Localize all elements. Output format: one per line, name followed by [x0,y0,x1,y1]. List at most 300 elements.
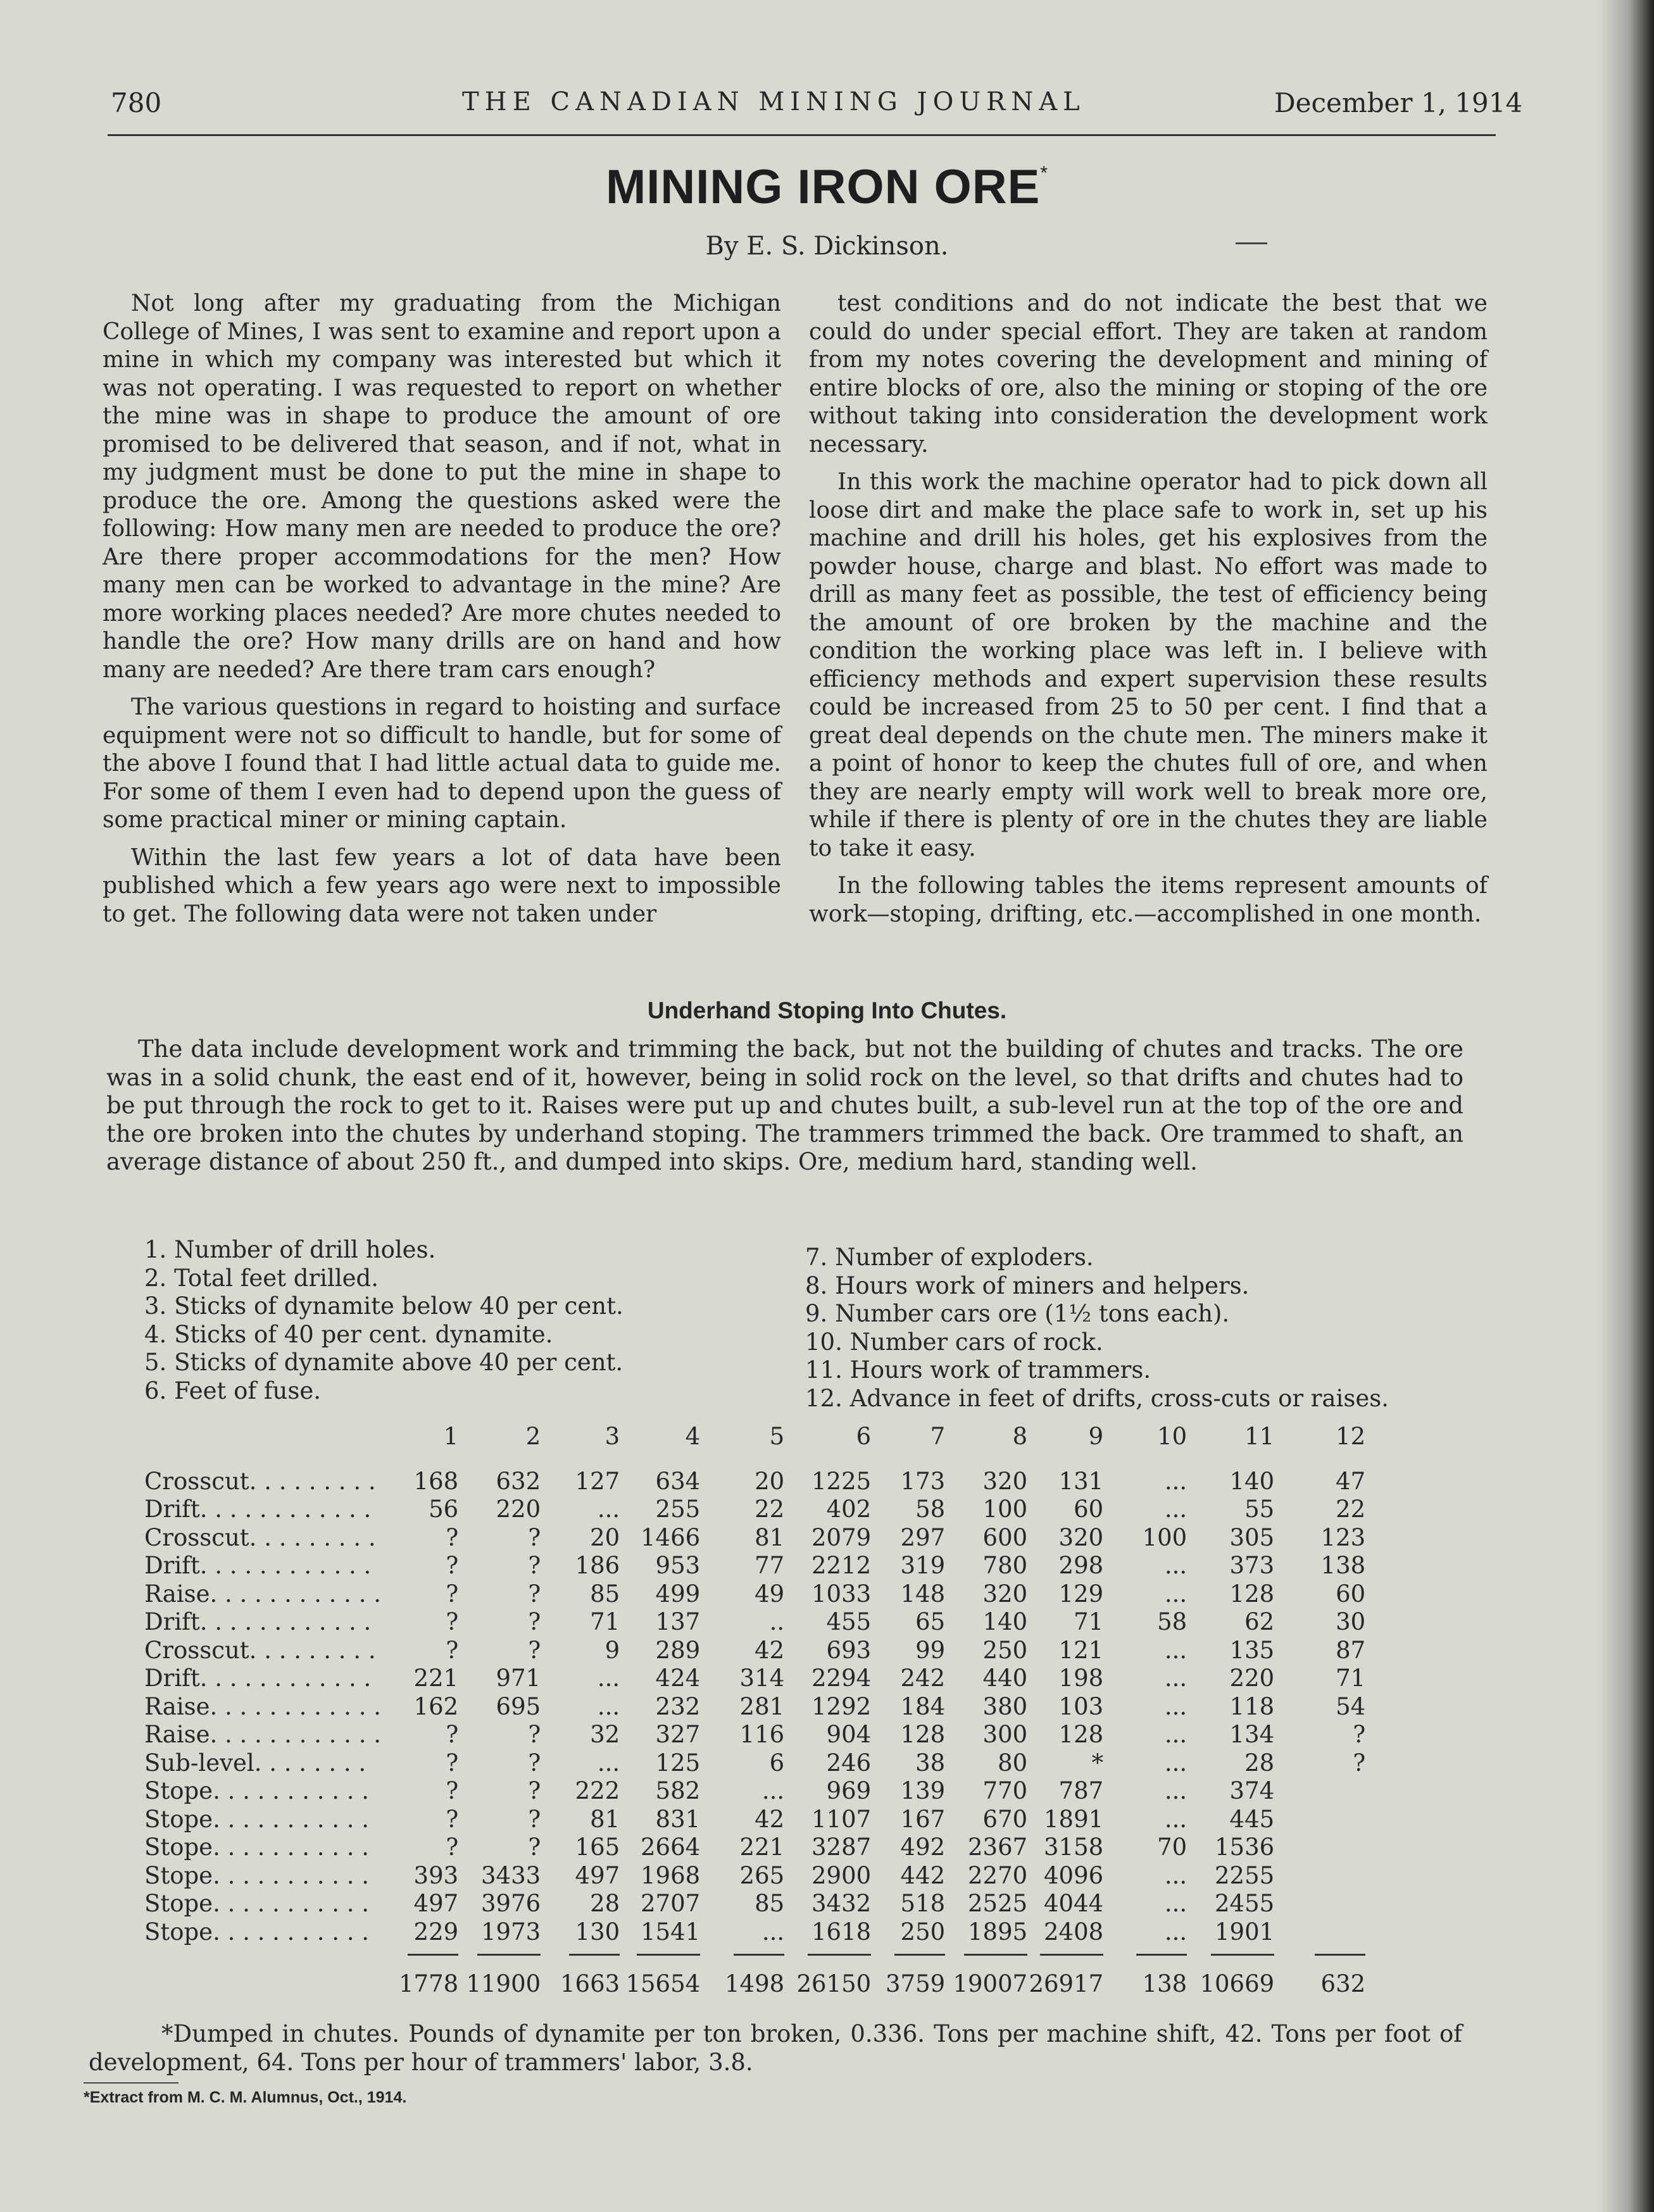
column-header: 6 [856,1423,872,1450]
table-row [144,1834,1365,1862]
table-cell: 298 [1058,1552,1104,1579]
table-cell: 297 [900,1523,946,1551]
column-header: 11 [1244,1423,1275,1450]
table-cell: 2900 [811,1861,872,1889]
column-header: 2 [525,1423,541,1450]
table-row [144,1580,1365,1609]
column-header: 1 [443,1423,459,1450]
issue-date: December 1, 1914 [1274,87,1523,118]
table-cell: .. [769,1608,785,1635]
footnote-rule [84,2082,179,2084]
table-cell: 70 [1157,1834,1187,1861]
title-footnote-mark: * [1040,163,1049,184]
table-cell: 85 [590,1580,620,1608]
table-cell: 3158 [1044,1834,1104,1861]
paragraph: Within the last few years a lot of data have been published which a few years ago were next to impossible to get. The following data were not taken under [103,844,781,927]
table-cell: 85 [755,1890,785,1917]
table-cell: ? [446,1580,459,1608]
table-cell: 2270 [968,1861,1028,1889]
table-cell: ... [597,1692,620,1720]
table-cell: 30 [1336,1608,1366,1635]
table-cell: 140 [1229,1467,1275,1495]
table-cell: 289 [655,1636,701,1664]
table-cell: 242 [900,1665,946,1692]
table-cell [1274,1834,1365,1862]
table-cell: 518 [900,1890,946,1917]
section-heading: Underhand Stoping Into Chutes. [647,997,1007,1023]
table-cell: 2408 [1044,1918,1104,1946]
table-cell: 137 [655,1608,701,1635]
table-cell: 3287 [811,1834,872,1861]
column-header: 5 [769,1423,785,1450]
row-label: Stope. . . . . . . . . . . [144,1777,370,1804]
total-cell: 19007 [945,1946,1027,1999]
table-cell: 100 [982,1496,1028,1523]
table-cell: 220 [1229,1665,1275,1692]
table-cell: 123 [1320,1523,1366,1551]
table-cell: 134 [1229,1721,1275,1748]
table-cell: ? [1353,1749,1366,1777]
table-cell: ? [446,1805,459,1833]
table-cell: 54 [1336,1692,1366,1720]
table-row [144,1608,1365,1637]
table-cell: 305 [1229,1523,1275,1551]
table-cell: 281 [739,1692,785,1720]
legend-item: 3. Sticks of dynamite below 40 per cent. [144,1292,623,1320]
table-cell: 1541 [641,1918,701,1946]
table-cell: 2255 [1215,1861,1275,1889]
table-cell: 4044 [1044,1890,1104,1917]
table-cell: 953 [655,1552,701,1579]
table-cell [1274,1806,1365,1834]
table-cell: 780 [982,1552,1028,1579]
page-binding-shadow [1597,0,1654,2212]
column-header: 4 [685,1423,701,1450]
table-cell: ? [446,1777,459,1804]
row-label: Raise. . . . . . . . . . . . [144,1721,381,1748]
table-cell: ? [528,1834,541,1861]
data-table [144,1423,1365,1999]
table-row [144,1693,1365,1721]
table-cell: 103 [1058,1692,1104,1720]
table-cell: ... [1164,1636,1187,1664]
article-title-text: MINING IRON ORE [605,160,1041,214]
table-cell: 22 [1336,1496,1366,1523]
table-cell: 373 [1229,1552,1275,1579]
table-cell: 250 [900,1918,946,1946]
table-cell: 121 [1058,1636,1104,1664]
table-cell: 173 [900,1467,946,1495]
table-cell: 221 [739,1834,785,1861]
table-cell: 128 [1229,1580,1275,1608]
table-cell: 62 [1244,1608,1275,1635]
total-cell: 632 [1274,1946,1365,1999]
total-cell: 15654 [620,1946,700,1999]
article-title [0,159,1654,215]
table-cell: 232 [655,1692,701,1720]
byline: By E. S. Dickinson. [705,232,949,261]
table-cell: ... [1164,1918,1187,1946]
table-cell: 3433 [481,1861,541,1889]
table-cell: 695 [496,1692,541,1720]
table-cell: 125 [655,1749,701,1777]
table-cell: 255 [655,1496,701,1523]
table-cell: 393 [413,1861,459,1889]
table-cell: 787 [1058,1777,1104,1804]
table-cell: 1895 [968,1918,1028,1946]
table-cell: ? [528,1805,541,1833]
table-cell: 250 [982,1636,1028,1664]
table-cell: 2367 [968,1834,1028,1861]
table-cell: 42 [755,1805,785,1833]
total-cell: 26917 [1027,1946,1103,1999]
table-cell: 131 [1058,1467,1104,1495]
totals-row [144,1946,1365,1999]
table-cell: 582 [655,1777,701,1804]
table-cell: ? [528,1721,541,1748]
row-label: Crosscut. . . . . . . . . [144,1467,376,1495]
paragraph: In this work the machine operator had to pick down all loose dirt and make the place safe to work in, set up his machine and drill his holes, get his explosives from the powder house, charge and blast. No effort was made to drill as many feet as possible, the test of efficiency being the amount of ore broken by the machine and the condition the working place was left in. I believe with efficiency methods and expert supervision these results could be increased from 25 to 50 per cent. I find that a great deal depends on the chute men. The miners make it a point of honor to keep the chutes full of ore, and when they are nearly empty will work well to break more ore, while if there is plenty of ore in the chutes they are liable to take it easy. [809,469,1488,861]
row-label: Drift. . . . . . . . . . . . [144,1608,372,1635]
left-column [103,290,781,938]
table-cell: ? [446,1636,459,1664]
table-cell: 71 [1336,1665,1366,1692]
legend-item: 9. Number cars ore (1½ tons each). [805,1300,1230,1327]
table-cell: 969 [826,1777,872,1804]
row-label: Sub-level. . . . . . . . [144,1749,367,1777]
table-row [144,1721,1365,1749]
table-cell: 2294 [811,1665,872,1692]
table-cell: 1225 [811,1467,872,1495]
paragraph: The various questions in regard to hoisting and surface equipment were not so difficult to handle, but for some of the above I found that I had little actual data to guide me. For some of them I even had to depend upon the guess of some practical miner or mining captain. [103,694,781,833]
legend-right [805,1244,1389,1413]
table-cell: 693 [826,1636,872,1664]
paragraph: test conditions and do not indicate the best that we could do under special effort. They are taken at random from my notes covering the development and mining of entire blocks of ore, also the mining or stoping of the ore without taking into consideration the development work necessary. [809,291,1488,458]
table-cell: 129 [1058,1580,1104,1608]
table-cell [1274,1918,1365,1947]
table-cell: 1618 [811,1918,872,1946]
table-cell: ? [528,1749,541,1777]
table-cell: 220 [496,1496,541,1523]
table-cell: 139 [900,1777,946,1804]
total-cell: 1498 [700,1946,784,1999]
table-cell: 904 [826,1721,872,1748]
table-cell: 246 [826,1749,872,1777]
table-cell: 320 [982,1467,1028,1495]
table-cell: 60 [1336,1580,1366,1608]
table-cell: 148 [900,1580,946,1608]
column-header: 7 [930,1423,946,1450]
row-label: Stope. . . . . . . . . . . [144,1890,370,1917]
table-header-row [144,1423,1365,1468]
paragraph: Not long after my graduating from the Michigan College of Mines, I was sent to examine and report upon a mine in which my company was interested but which it was not operating. I was requested to report on whether the mine was in shape to produce the amount of ore promised to be delivered that season, and if not, what in my judgment must be done to put the mine in shape to produce the ore. Among the questions asked were the following: How many men are needed to produce the ore? Are there proper accommodations for the men? How many men can be worked to advantage in the mine? Are more working places needed? Are more chutes needed to handle the ore? How many drills are on hand and how many are needed? Are there tram cars enough? [103,291,781,683]
table-cell: ... [1164,1777,1187,1804]
table-cell: 492 [900,1834,946,1861]
table-cell: 77 [755,1552,785,1579]
table-cell: 327 [655,1721,701,1748]
row-label: Stope. . . . . . . . . . . [144,1861,370,1889]
total-cell: 11900 [458,1946,541,1999]
table-cell: 424 [655,1665,701,1692]
table-cell: 455 [826,1608,872,1635]
table-cell: ? [446,1834,459,1861]
table-cell: 221 [413,1665,459,1692]
table-cell: 118 [1229,1692,1275,1720]
total-cell: 138 [1103,1946,1187,1999]
table-cell: * [1091,1749,1104,1777]
row-label: Stope. . . . . . . . . . . [144,1834,370,1861]
table-cell: ... [1164,1861,1187,1889]
table-row [144,1552,1365,1580]
header-rule [108,134,1496,136]
table-cell: 128 [1058,1721,1104,1748]
table-cell: 445 [1229,1805,1275,1833]
table-cell: 1536 [1215,1834,1275,1861]
table-cell: 634 [655,1467,701,1495]
table-cell: 229 [413,1918,459,1946]
table-cell: 497 [575,1861,620,1889]
table-cell: ? [528,1580,541,1608]
table-cell: 165 [575,1834,620,1861]
table-corner [144,1423,399,1468]
row-label: Crosscut. . . . . . . . . [144,1523,376,1551]
table-cell: ? [446,1552,459,1579]
paragraph: In the following tables the items represent amounts of work—stoping, drifting, etc.—accomplished in one month. [809,873,1488,927]
table-cell: ? [528,1608,541,1635]
total-cell: 10669 [1187,1946,1274,1999]
table-cell: 831 [655,1805,701,1833]
table-row [144,1496,1365,1524]
table-cell: 71 [590,1608,620,1635]
table-cell: 184 [900,1692,946,1720]
table-footnote: *Dumped in chutes. Pounds of dynamite per ton broken, 0.336. Tons per machine shift, 42. Tons per foot of development, 64. Tons per hour of trammers' labor, 3.8. [89,2020,1462,2076]
table-cell: 319 [900,1552,946,1579]
table-cell: ? [528,1636,541,1664]
table-cell: 9 [605,1636,620,1664]
table-cell: 28 [590,1890,620,1917]
journal-name: THE CANADIAN MINING JOURNAL [462,87,1086,116]
page-number: 780 [111,87,162,118]
table-cell: ? [1353,1721,1366,1748]
table-cell: 6 [769,1749,785,1777]
legend-item: 1. Number of drill holes. [144,1236,436,1263]
table-cell: ... [761,1918,785,1946]
table-cell: 2525 [968,1890,1028,1917]
table-cell: 81 [590,1805,620,1833]
table-cell: 127 [575,1467,620,1495]
table-cell: ... [597,1496,620,1523]
table-cell: 1107 [811,1805,872,1833]
table-cell: 65 [915,1608,946,1635]
table-cell: 60 [1074,1496,1104,1523]
totals-label [144,1946,399,1999]
extract-note: *Extract from M. C. M. Alumnus, Oct., 1914. [84,2089,407,2106]
table-cell: 632 [496,1467,541,1495]
table-cell: 971 [496,1665,541,1692]
table-cell: 265 [739,1861,785,1889]
table-cell: 222 [575,1777,620,1804]
table-cell: 38 [915,1749,946,1777]
table-cell: 314 [739,1665,785,1692]
table-cell: 198 [1058,1665,1104,1692]
table-cell: ... [1164,1496,1187,1523]
right-column [809,290,1488,938]
table-cell: 162 [413,1692,459,1720]
table-row [144,1468,1365,1496]
table-cell: ... [597,1749,620,1777]
legend-item: 12. Advance in feet of drifts, cross-cuts or raises. [805,1384,1389,1412]
column-header: 3 [605,1423,620,1450]
column-header: 10 [1157,1423,1187,1450]
table-row [144,1524,1365,1553]
table-cell: 1901 [1215,1918,1275,1946]
legend-item: 11. Hours work of trammers. [805,1356,1151,1384]
table-cell: ... [1164,1805,1187,1833]
table-cell: 128 [900,1721,946,1748]
table-cell: 374 [1229,1777,1275,1804]
table-cell: 81 [755,1523,785,1551]
column-header: 8 [1012,1423,1028,1450]
table-cell: 3976 [481,1890,541,1917]
legend-item: 6. Feet of fuse. [144,1377,322,1404]
table-row [144,1918,1365,1947]
legend-item: 2. Total feet drilled. [144,1264,379,1292]
legend-item: 7. Number of exploders. [805,1244,1094,1271]
table-cell: ... [1164,1692,1187,1720]
row-label: Crosscut. . . . . . . . . [144,1636,376,1664]
row-label: Raise. . . . . . . . . . . . [144,1580,381,1608]
table-cell: 55 [1244,1496,1275,1523]
table-cell: 80 [998,1749,1028,1777]
table-cell: 168 [413,1467,459,1495]
table-cell: 100 [1142,1523,1187,1551]
table-cell: 56 [429,1496,459,1523]
total-cell: 1663 [541,1946,620,1999]
table-cell [1274,1890,1365,1918]
table-cell: 499 [655,1580,701,1608]
table-cell: 1033 [811,1580,872,1608]
table-cell: 116 [739,1721,785,1748]
table-cell: ... [1164,1580,1187,1608]
table-cell: 87 [1336,1636,1366,1664]
table-cell: 4096 [1044,1861,1104,1889]
table-cell: 442 [900,1861,946,1889]
table-cell: ... [1164,1721,1187,1748]
table-cell: 1891 [1044,1805,1104,1833]
table-cell: 670 [982,1805,1028,1833]
table-cell: 32 [590,1721,620,1748]
table-cell: ... [1164,1749,1187,1777]
row-label: Drift. . . . . . . . . . . . [144,1496,372,1523]
table-cell: 1968 [641,1861,701,1889]
table-cell: 2079 [811,1523,872,1551]
table-cell: 130 [575,1918,620,1946]
column-header: 9 [1088,1423,1104,1450]
table-row [144,1862,1365,1890]
table-cell: 71 [1074,1608,1104,1635]
table-row [144,1749,1365,1778]
table-cell: 1292 [811,1692,872,1720]
table-cell: ... [597,1665,620,1692]
table-cell: 1466 [641,1523,701,1551]
legend-item: 4. Sticks of 40 per cent. dynamite. [144,1320,553,1348]
row-label: Stope. . . . . . . . . . . [144,1805,370,1833]
decorative-dash [1236,242,1267,244]
row-label: Stope. . . . . . . . . . . [144,1918,370,1946]
table-cell: 320 [982,1580,1028,1608]
table-row [144,1777,1365,1806]
table-cell: ? [528,1552,541,1579]
table-cell: 99 [915,1636,946,1664]
table-cell: 28 [1244,1749,1275,1777]
table-cell: ? [446,1721,459,1748]
legend-item: 8. Hours work of miners and helpers. [805,1272,1250,1299]
table-cell: 167 [900,1805,946,1833]
table-cell: 770 [982,1777,1028,1804]
table-row [144,1637,1365,1665]
table-cell: 47 [1336,1467,1366,1495]
table-cell: 2707 [641,1890,701,1917]
table-cell: 2455 [1215,1890,1275,1917]
table-cell: 320 [1058,1523,1104,1551]
table-cell: 1973 [481,1918,541,1946]
legend-item: 5. Sticks of dynamite above 40 per cent. [144,1349,623,1376]
table-cell: 42 [755,1636,785,1664]
column-header: 12 [1336,1423,1366,1450]
table-cell: 402 [826,1496,872,1523]
section-paragraph: The data include development work and trimming the back, but not the building of chutes and tracks. The ore was in a solid chunk, the east end of it, however, being in solid rock on the level, so that drifts and chutes had to be put through the rock to get to it. Raises were put up and chutes built, a sub-level run at the top of the ore and the ore broken into the chutes by underhand stoping. The trammers trimmed the back. Ore trammed to shaft, an average distance of about 250 ft., and dumped into skips. Ore, medium hard, standing well. [106,1035,1463,1175]
table-cell: ? [528,1777,541,1804]
table-cell: 20 [755,1467,785,1495]
table-cell: 380 [982,1692,1028,1720]
table-cell: 300 [982,1721,1028,1748]
legend-left [144,1236,623,1405]
table-cell: ? [446,1608,459,1635]
table-cell [1274,1862,1365,1890]
row-label: Drift. . . . . . . . . . . . [144,1552,372,1579]
row-label: Drift. . . . . . . . . . . . [144,1665,372,1692]
table-cell: 58 [1157,1608,1187,1635]
total-cell: 26150 [784,1946,871,1999]
table-cell: 140 [982,1608,1028,1635]
table-cell: 600 [982,1523,1028,1551]
table-cell: ... [1164,1552,1187,1579]
table-cell: ? [446,1749,459,1777]
table-cell: 3432 [811,1890,872,1917]
table-cell: 2212 [811,1552,872,1579]
table-row [144,1665,1365,1693]
row-label: Raise. . . . . . . . . . . . [144,1692,381,1720]
table-row [144,1890,1365,1918]
table-cell: 22 [755,1496,785,1523]
total-cell: 3759 [871,1946,945,1999]
table-cell: 186 [575,1552,620,1579]
table-cell: 440 [982,1665,1028,1692]
table-body [144,1468,1365,1999]
table-cell: 49 [755,1580,785,1608]
table-cell: 497 [413,1890,459,1917]
table-cell: ... [1164,1890,1187,1917]
table-cell: 20 [590,1523,620,1551]
total-cell: 1778 [399,1946,458,1999]
table-cell: 58 [915,1496,946,1523]
table-cell: ... [1164,1467,1187,1495]
legend-item: 10. Number cars of rock. [805,1328,1103,1356]
table-cell: ? [528,1523,541,1551]
table-cell: ? [446,1523,459,1551]
table-cell: 138 [1320,1552,1366,1579]
table-cell: 2664 [641,1834,701,1861]
